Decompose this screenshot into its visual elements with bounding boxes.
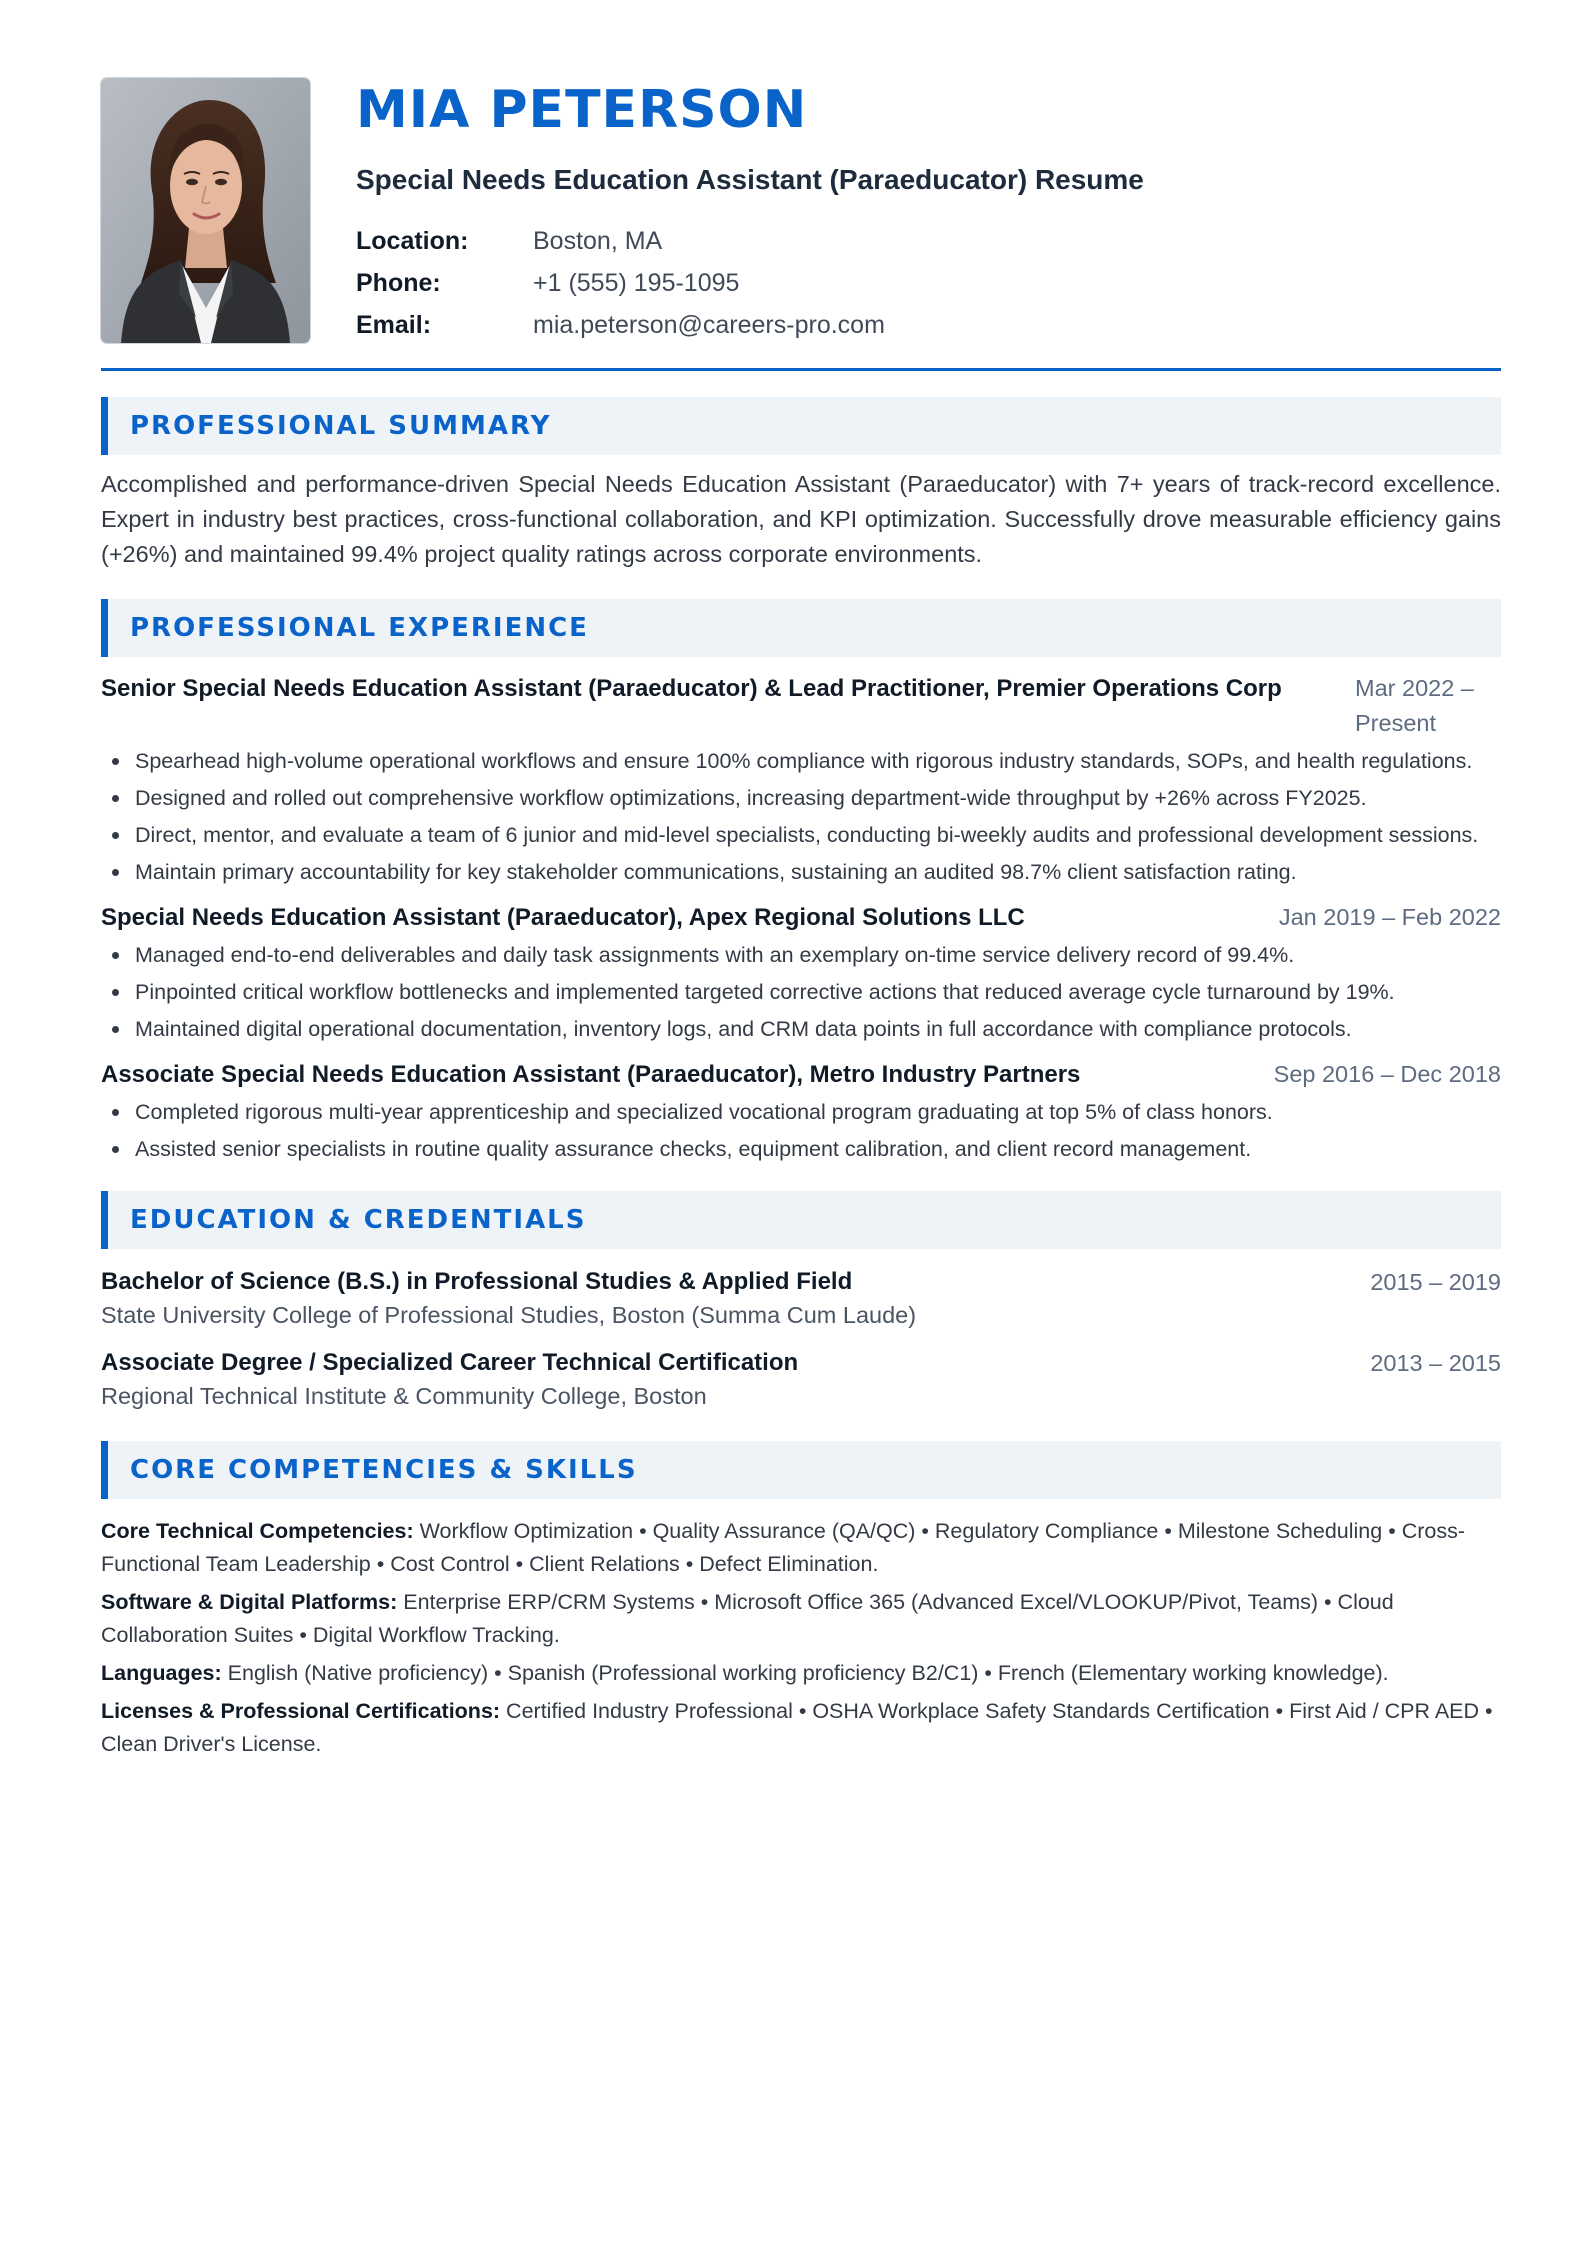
list-item: Designed and rolled out comprehensive workflow optimizations, increasing department-wide throughput by +26% across FY2025. [101,782,1501,814]
job-bullets [101,1096,1501,1165]
list-item: Spearhead high-volume operational workflows and ensure 100% compliance with rigorous industry standards, SOPs, and health regulations. [101,745,1501,777]
contact-label: Phone: [356,269,441,297]
skill-group [101,1695,1501,1761]
job-entry [101,671,1501,888]
list-item: Direct, mentor, and evaluate a team of 6 junior and mid-level specialists, conducting bi-weekly audits and professional development sessions. [101,819,1501,851]
contact-info [356,220,1144,346]
section-header-summary [101,397,1501,455]
resume-title: Special Needs Education Assistant (Paraeducator) Resume [356,164,1144,195]
skill-group [101,1586,1501,1652]
degree-title: Associate Degree / Specialized Career Technical Certification [101,1349,799,1376]
header-divider [101,368,1501,371]
section-title: PROFESSIONAL EXPERIENCE [130,613,589,643]
location-value: Boston, MA [533,227,663,255]
section-header-education [101,1191,1501,1249]
list-item: Maintained digital operational documentation, inventory logs, and CRM data points in full accordance with compliance protocols. [101,1013,1501,1045]
skill-group-label: Languages: [101,1661,222,1685]
school-name: Regional Technical Institute & Community College, Boston [101,1383,707,1409]
summary-text: Accomplished and performance-driven Special Needs Education Assistant (Paraeducator) with 7+ years of track-record excellence. Expert in industry best practices, cross-functional collaboration, and KPI optimization. Successfully drove measurable efficiency gains (+26%) and maintained 99.4% project quality ratings across corporate environments. [101,471,1501,567]
header-info [356,78,1144,346]
education-header [101,1346,1501,1380]
skill-group-text: Enterprise ERP/CRM Systems • Microsoft Office 365 (Advanced Excel/VLOOKUP/Pivot, Teams) • Cloud Collaboration Suites • Digital Workflow Tracking. [101,1590,1394,1647]
job-bullets [101,939,1501,1045]
contact-phone [356,262,1144,304]
job-date: Mar 2022 – Present [1355,675,1474,736]
skill-group-label: Core Technical Competencies: [101,1519,414,1543]
degree-title: Bachelor of Science (B.S.) in Professional Studies & Applied Field [101,1268,853,1295]
job-title: Special Needs Education Assistant (Paraeducator), Apex Regional Solutions LLC [101,904,1025,931]
skill-group-text: Certified Industry Professional • OSHA Workplace Safety Standards Certification • First Aid / CPR AED • Clean Driver's License. [101,1699,1493,1756]
job-title: Senior Special Needs Education Assistant (Paraeducator) & Lead Practitioner, Premier Operations Corp [101,675,1282,702]
job-header [101,671,1501,741]
section-title: PROFESSIONAL SUMMARY [130,411,552,441]
list-item: Completed rigorous multi-year apprenticeship and specialized vocational program graduating at top 5% of class honors. [101,1096,1501,1128]
profile-photo [101,78,310,343]
list-item: Managed end-to-end deliverables and daily task assignments with an exemplary on-time service delivery record of 99.4%. [101,939,1501,971]
education-date: 2013 – 2015 [1370,1350,1501,1376]
education-header [101,1265,1501,1299]
section-header-skills [101,1441,1501,1499]
skill-group-text: English (Native proficiency) • Spanish (Professional working proficiency B2/C1) • French (Elementary working knowledge). [227,1661,1389,1685]
job-date: Jan 2019 – Feb 2022 [1278,904,1501,930]
contact-location [356,220,1144,262]
contact-label: Email: [356,311,432,339]
education-date: 2015 – 2019 [1370,1269,1501,1295]
skill-group-text: Workflow Optimization • Quality Assurance (QA/QC) • Regulatory Compliance • Milestone Scheduling • Cross-Functional Team Leadership • Cost Control • Client Relations • Defect Elimination. [101,1519,1465,1576]
contact-email [356,304,1144,346]
education-entry [101,1265,1501,1332]
skill-group [101,1657,1501,1690]
education-entry [101,1346,1501,1413]
section-title: EDUCATION & CREDENTIALS [130,1205,587,1235]
section-header-experience [101,599,1501,657]
skills-list [101,1515,1501,1761]
list-item: Pinpointed critical workflow bottlenecks and implemented targeted corrective actions that reduced average cycle turnaround by 19%. [101,976,1501,1008]
resume-header [101,78,1501,343]
job-entry [101,1057,1501,1165]
email-value: mia.peterson@careers-pro.com [533,311,885,339]
skill-group-label: Licenses & Professional Certifications: [101,1699,501,1723]
job-entry [101,900,1501,1045]
job-header [101,1057,1501,1092]
job-header [101,900,1501,935]
school-name: State University College of Professional Studies, Boston (Summa Cum Laude) [101,1302,917,1328]
candidate-name: MIA PETERSON [356,80,808,140]
job-date: Sep 2016 – Dec 2018 [1273,1061,1501,1087]
list-item: Maintain primary accountability for key stakeholder communications, sustaining an audited 98.7% client satisfaction rating. [101,856,1501,888]
phone-value: +1 (555) 195-1095 [533,269,740,297]
contact-label: Location: [356,227,469,255]
skill-group-label: Software & Digital Platforms: [101,1590,398,1614]
job-title: Associate Special Needs Education Assistant (Paraeducator), Metro Industry Partners [101,1061,1081,1088]
section-title: CORE COMPETENCIES & SKILLS [130,1455,638,1485]
list-item: Assisted senior specialists in routine quality assurance checks, equipment calibration, and client record management. [101,1133,1501,1165]
skill-group [101,1515,1501,1581]
job-bullets [101,745,1501,888]
